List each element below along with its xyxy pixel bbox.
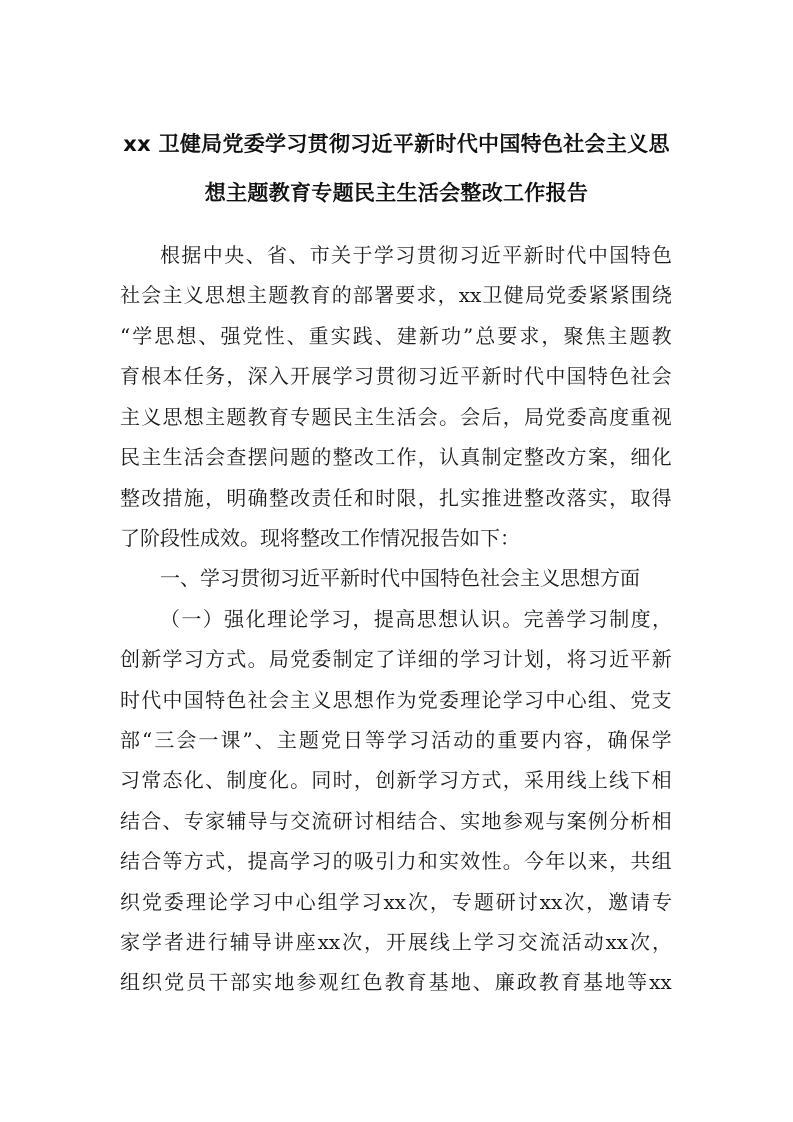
body-text-line: 组 织 党 员 干 部 实 地 参 观 红 色 教 育 基 地 、 廉 政 教 育 基 地 等 xx bbox=[120, 970, 672, 994]
document-title-line-1: xx 卫健局党委学习贯彻习近平新时代中国特色社会主义思 bbox=[123, 132, 670, 156]
body-text-line: “ 学 思 想 、 强 党 性 、 重 实 践 、 建 新 功 ” 总 要 求 ， 聚 焦 主 题 教 bbox=[120, 324, 672, 348]
body-text-line: 民 主 生 活 会 查 摆 问 题 的 整 改 工 作 ， 认 真 制 定 整 改 方 案 ， 细 化 bbox=[120, 445, 672, 469]
body-text-line: 部 “ 三 会 一 课 ” 、 主 题 党 日 等 学 习 活 动 的 重 要 内 容 ， 确 保 学 bbox=[120, 728, 672, 752]
document-title-line-2: 想主题教育专题民主生活会整改工作报告 bbox=[204, 181, 589, 205]
body-text-line: 创 新 学 习 方 式 。 局 党 委 制 定 了 详 细 的 学 习 计 划 ， 将 习 近 平 新 bbox=[120, 647, 672, 671]
body-text-line: （ 一 ） 强 化 理 论 学 习 ， 提 高 思 想 认 识 。 完 善 学 习 制 度 ， bbox=[160, 607, 672, 631]
body-text-line: 社 会 主 义 思 想 主 题 教 育 的 部 署 要 求 ， xx 卫 健 局 党 委 紧 紧 围 绕 bbox=[120, 283, 672, 307]
body-text-line: 习 常 态 化 、 制 度 化 。 同 时 ， 创 新 学 习 方 式 ， 采 用 线 上 线 下 相 bbox=[120, 768, 672, 792]
body-text-line: 家 学 者 进 行 辅 导 讲 座 xx 次 ， 开 展 线 上 学 习 交 流 活 动 xx 次 ， bbox=[120, 930, 672, 954]
body-text-line: 一、学习贯彻习近平新时代中国特色社会主义思想方面 bbox=[160, 566, 640, 590]
body-text-line: 结 合 等 方 式 ， 提 高 学 习 的 吸 引 力 和 实 效 性 。 今 年 以 来 ， 共 组 bbox=[120, 849, 672, 873]
body-text-line: 主 义 思 想 主 题 教 育 专 题 民 主 生 活 会 。 会 后 ， 局 党 委 高 度 重 视 bbox=[120, 405, 672, 429]
body-text-line: 结 合 、 专 家 辅 导 与 交 流 研 讨 相 结 合 、 实 地 参 观 与 案 例 分 析 相 bbox=[120, 809, 672, 833]
body-text-line: 了阶段性成效。现将整改工作情况报告如下： bbox=[120, 526, 520, 550]
body-text-line: 整 改 措 施 ， 明 确 整 改 责 任 和 时 限 ， 扎 实 推 进 整 改 落 实 ， 取 得 bbox=[120, 486, 672, 510]
body-text-line: 时 代 中 国 特 色 社 会 主 义 思 想 作 为 党 委 理 论 学 习 中 心 组 、 党 支 bbox=[120, 688, 672, 712]
body-text-line: 根 据 中 央 、 省 、 市 关 于 学 习 贯 彻 习 近 平 新 时 代 中 国 特 色 bbox=[160, 243, 672, 267]
body-text-line: 育 根 本 任 务 ， 深 入 开 展 学 习 贯 彻 习 近 平 新 时 代 中 国 特 色 社 会 bbox=[120, 364, 672, 388]
body-text-line: 织 党 委 理 论 学 习 中 心 组 学 习 xx 次 ， 专 题 研 讨 xx 次 ， 邀 请 专 bbox=[120, 890, 672, 914]
